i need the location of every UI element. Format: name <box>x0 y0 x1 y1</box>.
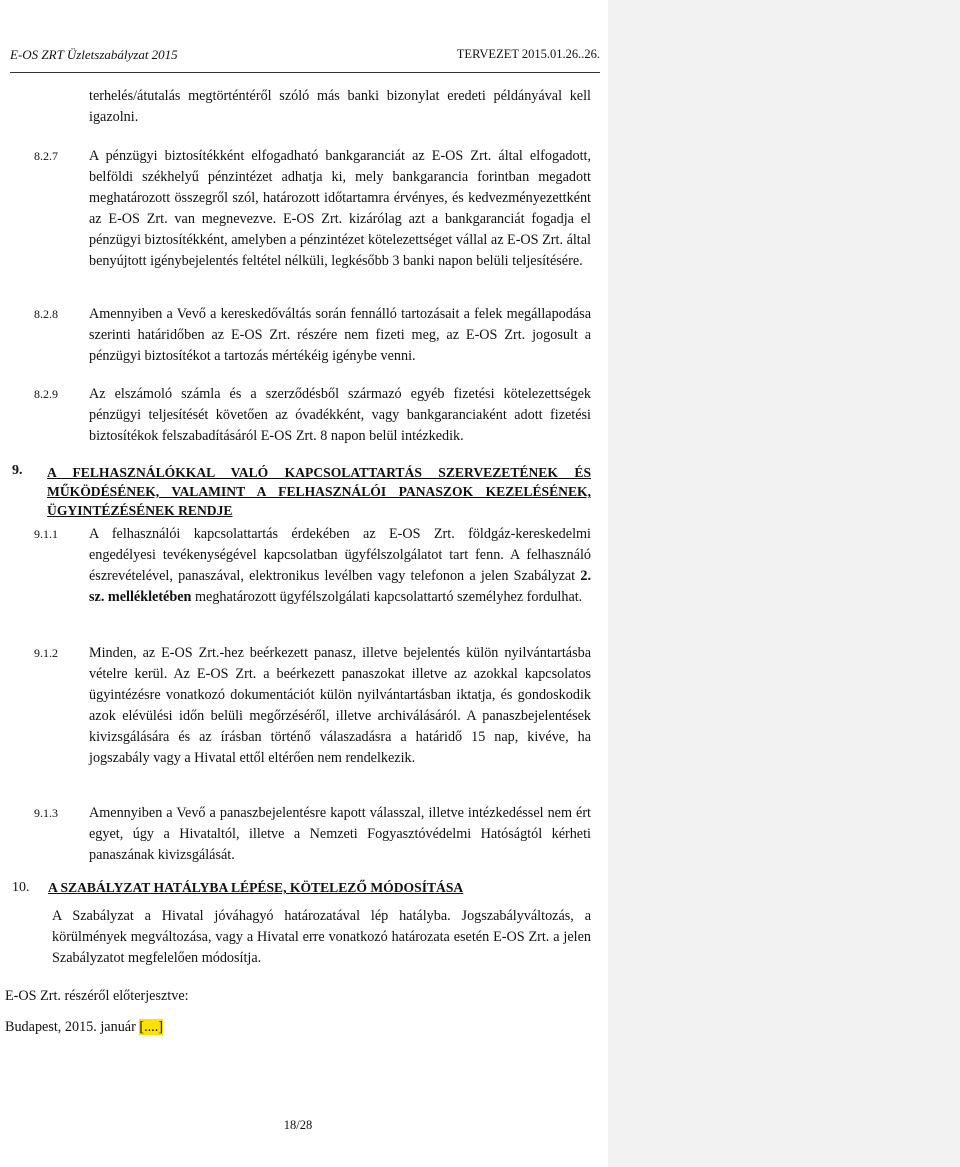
section-number-8-2-7: 8.2.7 <box>34 149 58 163</box>
section-8-2-7-text: A pénzügyi biztosítékként elfogadható bankgaranciát az E-OS Zrt. által elfogadott, belföldi székhelyű pénzintézet adhatja ki, mely bankgarancia forintban megadott meghatározott összegről szól, határozott időtartamra érvényes, és kedvezményezettként az E-OS Zrt. van megnevezve. E-OS Zrt. kizárólag azt a bankgaranciát fogadja el pénzügyi biztosítékként, amelyben a pénzintézet kötelezettséget vállal az E-OS Zrt. által benyújtott igénybejelentés feltétel nélküli, legkésőbb 3 banki napon belüli teljesítésére. <box>89 148 591 269</box>
header-title: E-OS ZRT Üzletszabályzat 2015 <box>10 47 178 62</box>
signature-line: E-OS Zrt. részéről előterjesztve: <box>5 988 189 1004</box>
section-number-9-1-2: 9.1.2 <box>34 646 58 660</box>
section-number-8-2-9: 8.2.9 <box>34 387 58 401</box>
section-9-1-1-text-a: A felhasználói kapcsolattartás érdekében az E-OS Zrt. földgáz-kereskedelmi engedélyesi tevékenységével kapcsolatban ügyfélszolgálatot tart fenn. A felhasználó észrevételével, panaszával, elektronikus levélben vagy telefonon a jelen Szabályzat <box>89 526 591 584</box>
heading-10-number: 10. <box>12 880 30 895</box>
date-placeholder-highlight: [....] <box>139 1019 163 1035</box>
section-9-1-3-text: Amennyiben a Vevő a panaszbejelentésre kapott válasszal, illetve intézkedéssel nem ért egyet, úgy a Hivataltól, illetve a Nemzeti Fogyasztóvédelmi Hatóságtól kérheti panaszának kivizsgálását. <box>89 805 591 863</box>
section-9-1-1-text-b: meghatározott ügyfélszolgálati kapcsolattartó személyhez fordulhat. <box>191 589 583 605</box>
section-8-2-8-text: Amennyiben a Vevő a kereskedőváltás során fennálló tartozásait a felek megállapodása szerinti határidőben az E-OS Zrt. részére nem fizeti meg, az E-OS Zrt. jogosult a pénzügyi biztosítékot a tartozás mértékéig igénybe venni. <box>89 306 591 364</box>
section-number-8-2-8: 8.2.8 <box>34 307 58 321</box>
heading-9-number: 9. <box>12 463 23 478</box>
header-rule <box>10 72 600 73</box>
heading-10-title: A SZABÁLYZAT HATÁLYBA LÉPÉSE, KÖTELEZŐ MÓDOSÍTÁSA <box>48 880 464 895</box>
page-number: 18/28 <box>283 1118 313 1132</box>
section-9-1-1-text <box>89 524 591 608</box>
section-10-text: A Szabályzat a Hivatal jóváhagyó határozatával lép hatályba. Jogszabályváltozás, a körülmények megváltozása, vagy a Hivatal erre vonatkozó határozata esetén E-OS Zrt. a jelen Szabályzatot megfelelően módosítja. <box>52 908 591 966</box>
place-date-text: Budapest, 2015. január <box>5 1019 140 1035</box>
comment-margin-panel <box>608 0 960 1167</box>
section-number-9-1-3: 9.1.3 <box>34 806 58 820</box>
annex-2-reference: 2. sz. mellékletében <box>89 568 591 605</box>
header-draft-label: TERVEZET 2015.01.26..26. <box>456 47 600 61</box>
continuation-paragraph: terhelés/átutalás megtörténtéről szóló más banki bizonylat eredeti példányával kell igazolni. <box>89 88 591 125</box>
section-8-2-9-text: Az elszámoló számla és a szerződésből származó egyéb fizetési kötelezettségek pénzügyi teljesítését követően az óvadékként, vagy bankgaranciaként adott fizetési biztosítékok felszabadításáról E-OS Zrt. 8 napon belül intézkedik. <box>89 386 591 444</box>
section-9-1-2-text: Minden, az E-OS Zrt.-hez beérkezett panasz, illetve bejelentés külön nyilvántartásba vételre kerül. Az E-OS Zrt. a beérkezett panaszokat illetve az azokkal kapcsolatos ügyintézésre vonatkozó dokumentációt külön nyilvántartásban iktatja, és gondoskodik azok elévülési időn belüli megőrzéséről, illetve archiválásáról. A panaszbejelentések kivizsgálására és az írásban történő válaszadásra a határidő 15 nap, kivéve, ha jogszabály vagy a Hivatal ettől eltérően nem rendelkezik. <box>89 645 591 766</box>
section-number-9-1-1: 9.1.1 <box>34 527 58 541</box>
place-date-line <box>5 1019 163 1036</box>
heading-9-title: A FELHASZNÁLÓKKAL VALÓ KAPCSOLATTARTÁS SZERVEZETÉNEK ÉS MŰKÖDÉSÉNEK, VALAMINT A FELHASZNÁLÓI PANASZOK KEZELÉSÉNEK, ÜGYINTÉZÉSÉNEK RENDJE <box>47 465 591 518</box>
